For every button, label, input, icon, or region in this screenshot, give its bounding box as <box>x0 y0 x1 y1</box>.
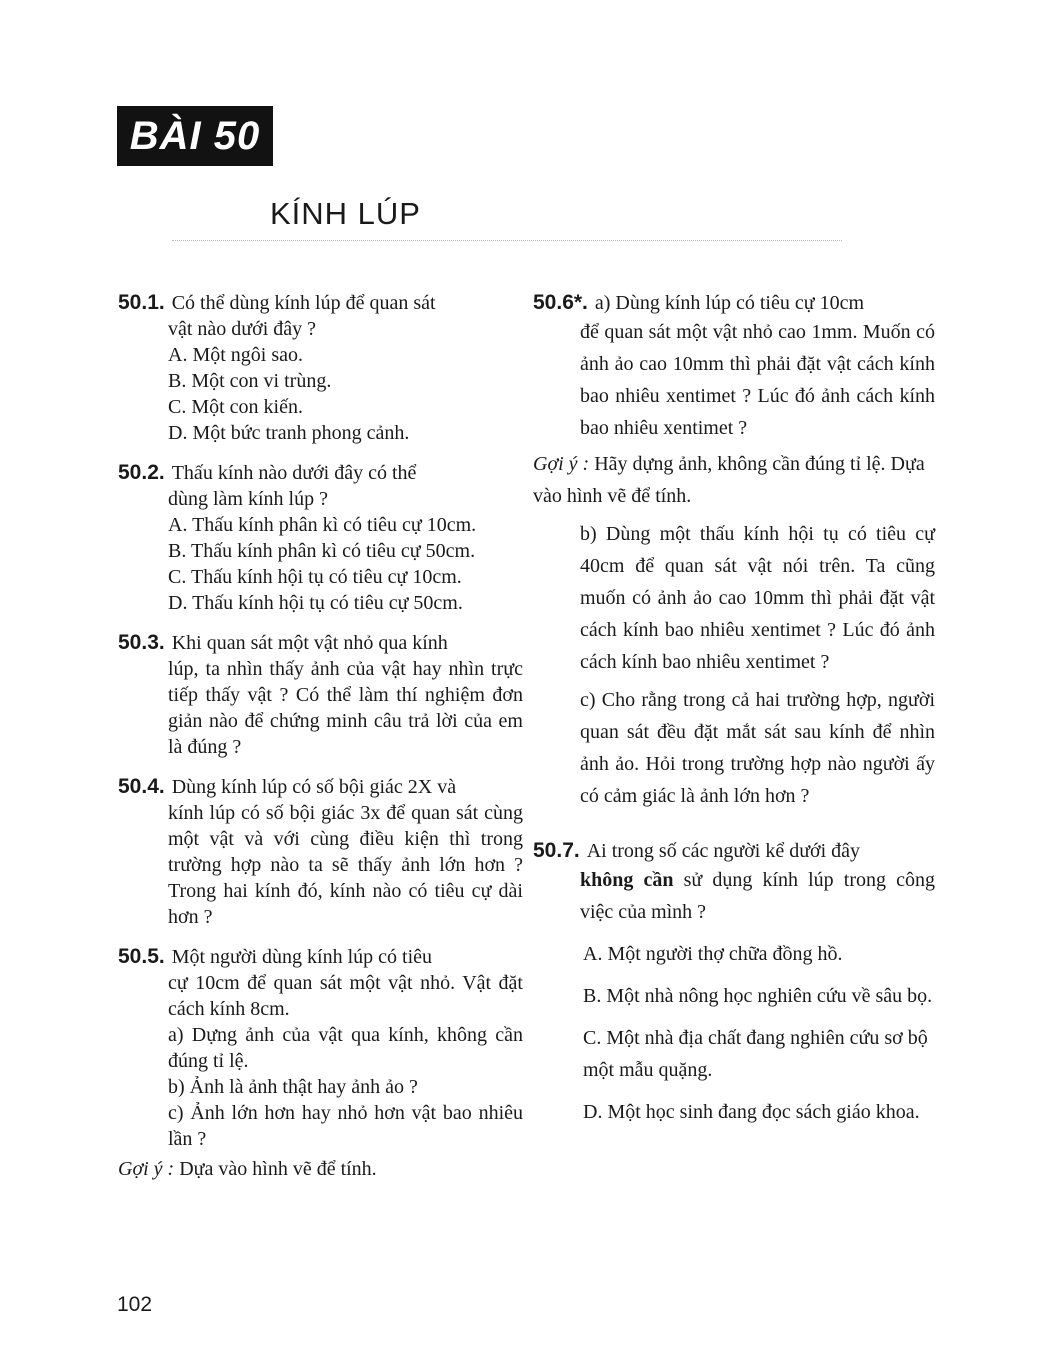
option-d: D. Thấu kính hội tụ có tiêu cự 50cm. <box>168 592 463 614</box>
part-c: c) Ảnh lớn hơn hay nhỏ hơn vật bao nhiêu lần ? <box>168 1102 523 1150</box>
question-text: a) Dùng kính lúp có tiêu cự 10cm <box>594 292 865 314</box>
hint-text: Dựa vào hình vẽ để tính. <box>179 1158 377 1180</box>
option-b: B. Một con vi trùng. <box>168 370 332 392</box>
emphasis-text: không cần <box>580 869 674 891</box>
part-b: b) Ảnh là ảnh thật hay ảnh ảo ? <box>168 1076 418 1098</box>
page-number: 102 <box>117 1293 153 1316</box>
question-number: 50.5. <box>118 945 165 968</box>
question-text-continued: lúp, ta nhìn thấy ảnh của vật hay nhìn trực tiếp thấy vật ? Có thể làm thí nghiệm đơn giản nào để chứng minh câu trả lời của em là đúng ? <box>168 658 523 758</box>
question-text-continued: dùng làm kính lúp ? <box>168 488 328 510</box>
question-number: 50.1. <box>118 291 165 314</box>
title-divider <box>172 240 842 241</box>
question-number: 50.2. <box>118 461 165 484</box>
question-number: 50.7. <box>533 839 580 862</box>
hint-label: Gợi ý : <box>118 1158 175 1180</box>
option-c: C. Một con kiến. <box>168 396 303 418</box>
option-a: A. Thấu kính phân kì có tiêu cự 10cm. <box>168 514 477 536</box>
question-text-continued: để quan sát một vật nhỏ cao 1mm. Muốn có ảnh ảo cao 10mm thì phải đặt vật cách kính bao nhiêu xentimet ? Lúc đó ảnh cách kính bao nhiêu xentimet ? <box>580 321 935 439</box>
question-50-7 <box>533 838 935 1128</box>
part-a: a) Dựng ảnh của vật qua kính, không cần đúng tỉ lệ. <box>168 1024 523 1072</box>
question-text: Một người dùng kính lúp có tiêu <box>171 946 433 968</box>
option-c: C. Thấu kính hội tụ có tiêu cự 10cm. <box>168 566 462 588</box>
option-a: A. Một người thợ chữa đồng hồ. <box>583 943 843 965</box>
question-text: Có thể dùng kính lúp để quan sát <box>171 292 436 314</box>
question-text-continued <box>533 864 935 928</box>
question-50-1 <box>118 290 523 446</box>
question-text: Ai trong số các người kể dưới đây <box>586 840 861 862</box>
option-c: C. Một nhà địa chất đang nghiên cứu sơ bộ một mẫu quặng. <box>583 1027 928 1081</box>
lesson-badge: BÀI 50 <box>117 106 273 166</box>
hint <box>533 448 935 512</box>
question-text-continued: vật nào dưới đây ? <box>168 318 317 340</box>
question-50-6 <box>533 290 935 812</box>
question-number: 50.6*. <box>533 291 588 314</box>
question-50-4 <box>118 774 523 930</box>
hint-text: Hãy dựng ảnh, không cần đúng tỉ lệ. Dựa vào hình vẽ để tính. <box>533 453 925 507</box>
option-d: D. Một bức tranh phong cảnh. <box>168 422 410 444</box>
right-column <box>533 290 935 1142</box>
question-number: 50.4. <box>118 775 165 798</box>
page-title: KÍNH LÚP <box>270 196 421 231</box>
part-b: b) Dùng một thấu kính hội tụ có tiêu cự 40cm để quan sát vật nói trên. Ta cũng muốn có ảnh ảo cao 10mm thì phải đặt vật cách kính bao nhiêu xentimet ? Lúc đó ảnh cách kính bao nhiêu xentimet ? <box>580 523 935 673</box>
question-text: Thấu kính nào dưới đây có thể <box>171 462 417 484</box>
question-number: 50.3. <box>118 631 165 654</box>
option-b: B. Thấu kính phân kì có tiêu cự 50cm. <box>168 540 476 562</box>
question-text: Khi quan sát một vật nhỏ qua kính <box>171 632 448 654</box>
option-b: B. Một nhà nông học nghiên cứu về sâu bọ. <box>583 985 933 1007</box>
question-text-rest: sử dụng kính lúp trong công việc của mình ? <box>580 869 935 923</box>
part-c: c) Cho rằng trong cả hai trường hợp, người quan sát đều đặt mắt sát sau kính để nhìn ảnh ảo. Hỏi trong trường hợp nào người ấy có cảm giác là ảnh lớn hơn ? <box>580 689 935 807</box>
question-50-3 <box>118 630 523 760</box>
question-text-continued: kính lúp có số bội giác 3x để quan sát cùng một vật và với cùng điều kiện thì trong trường hợp nào ta sẽ thấy ảnh lớn hơn ? Trong hai kính đó, kính nào có tiêu cự dài hơn ? <box>168 802 523 928</box>
option-d: D. Một học sinh đang đọc sách giáo khoa. <box>583 1101 920 1123</box>
option-a: A. Một ngôi sao. <box>168 344 303 366</box>
hint <box>118 1156 523 1182</box>
question-50-5 <box>118 944 523 1182</box>
question-text-continued: cự 10cm để quan sát một vật nhỏ. Vật đặt cách kính 8cm. <box>168 972 523 1020</box>
left-column <box>118 290 523 1196</box>
question-text: Dùng kính lúp có số bội giác 2X và <box>171 776 457 798</box>
hint-label: Gợi ý : <box>533 453 590 475</box>
question-50-2 <box>118 460 523 616</box>
